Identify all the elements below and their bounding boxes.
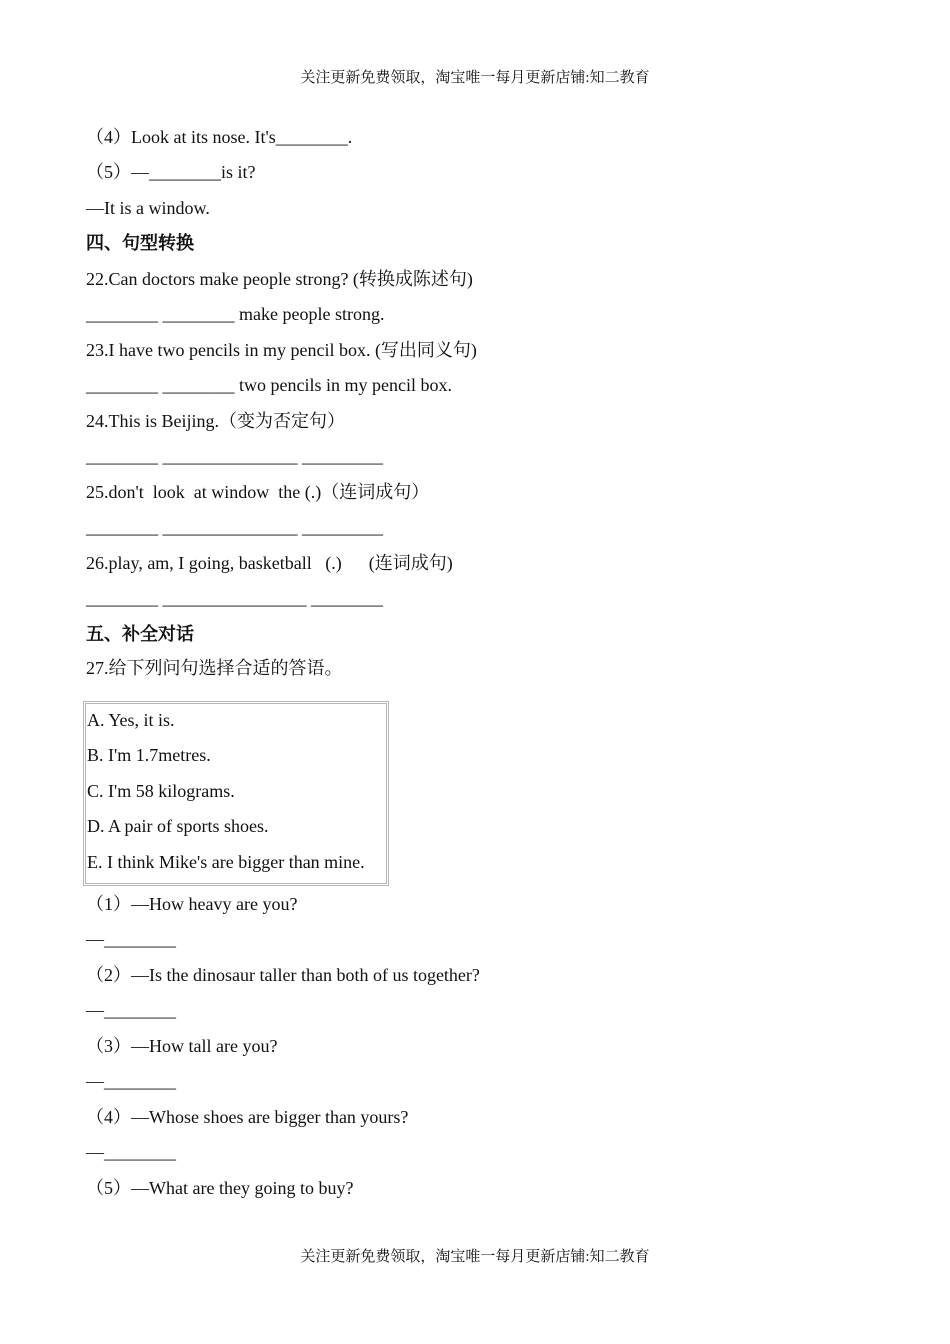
dialogue-a4: —________ bbox=[86, 1142, 176, 1162]
answer-line-25: ________ _______________ _________ bbox=[86, 517, 383, 537]
dialogue-q2: （2）—Is the dinosaur taller than both of us together? bbox=[86, 965, 480, 985]
question-26: 26.play, am, I going, basketball (.) (连词成句) bbox=[86, 553, 453, 573]
dialogue-q3: （3）—How tall are you? bbox=[86, 1036, 278, 1056]
answer-line-23: ________ ________ two pencils in my pencil box. bbox=[86, 375, 452, 395]
question-22: 22.Can doctors make people strong? (转换成陈述句) bbox=[86, 269, 473, 289]
question-27: 27.给下列问句选择合适的答语。 bbox=[86, 658, 343, 678]
option-c: C. I'm 58 kilograms. bbox=[87, 781, 235, 801]
option-d: D. A pair of sports shoes. bbox=[87, 816, 269, 836]
section-4-heading: 四、句型转换 bbox=[86, 233, 194, 253]
option-e: E. I think Mike's are bigger than mine. bbox=[87, 852, 365, 872]
answer-line-26: ________ ________________ ________ bbox=[86, 588, 383, 608]
question-21-4: （4）Look at its nose. It's________. bbox=[86, 127, 353, 147]
question-25: 25.don't look at window the (.)（连词成句） bbox=[86, 482, 430, 502]
answer-line-24: ________ _______________ _________ bbox=[86, 446, 383, 466]
dialogue-a2: —________ bbox=[86, 1000, 176, 1020]
section-5-heading: 五、补全对话 bbox=[86, 624, 194, 644]
option-a: A. Yes, it is. bbox=[87, 710, 175, 730]
answer-21-5: —It is a window. bbox=[86, 198, 210, 218]
option-b: B. I'm 1.7metres. bbox=[87, 745, 211, 765]
page-footer: 关注更新免费领取，淘宝唯一每月更新店铺:知二教育 bbox=[300, 1249, 650, 1265]
dialogue-a3: —________ bbox=[86, 1071, 176, 1091]
dialogue-q4: （4）—Whose shoes are bigger than yours? bbox=[86, 1107, 409, 1127]
dialogue-q5: （5）—What are they going to buy? bbox=[86, 1178, 354, 1198]
dialogue-a1: —________ bbox=[86, 929, 176, 949]
question-21-5: （5）—________is it? bbox=[86, 162, 256, 182]
question-23: 23.I have two pencils in my pencil box. (写出同义句) bbox=[86, 340, 477, 360]
answer-line-22: ________ ________ make people strong. bbox=[86, 304, 385, 324]
page-header: 关注更新免费领取，淘宝唯一每月更新店铺:知二教育 bbox=[300, 70, 650, 86]
dialogue-q1: （1）—How heavy are you? bbox=[86, 894, 298, 914]
question-24: 24.This is Beijing.（变为否定句） bbox=[86, 411, 346, 431]
